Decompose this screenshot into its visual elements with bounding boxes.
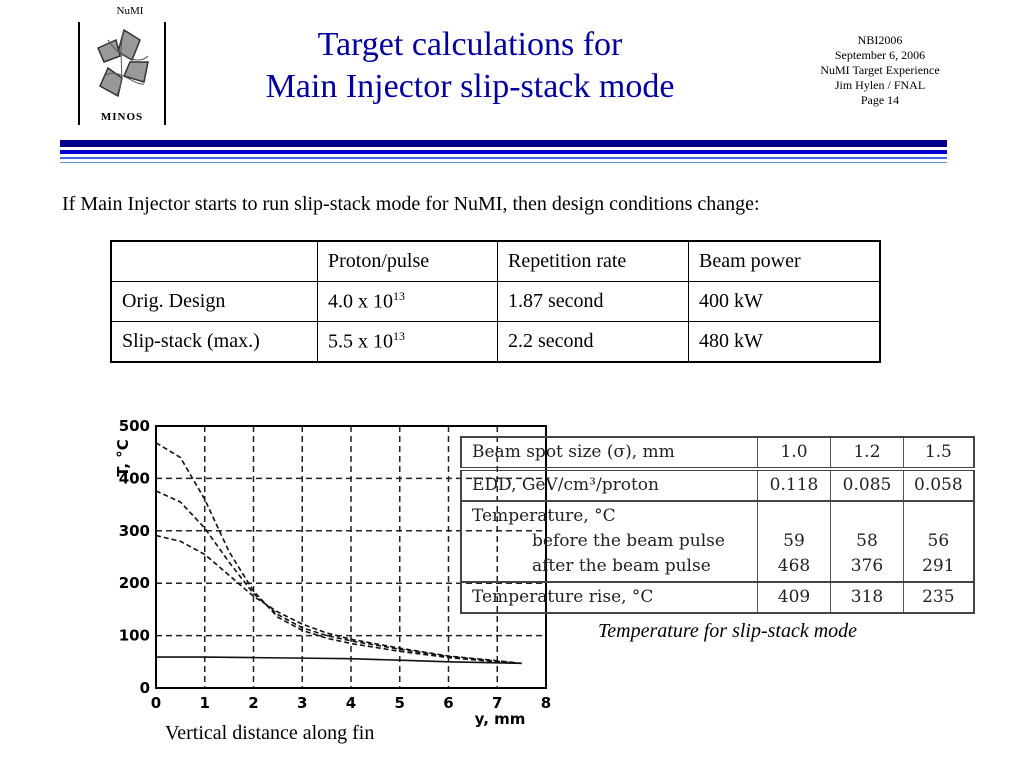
power-cell: 480 kW [689, 322, 881, 363]
x-axis-label: y, mm [474, 710, 526, 728]
temperature-header: Temperature, °C [472, 506, 616, 526]
temperature-block [461, 501, 758, 582]
rate-cell: 1.87 second [498, 282, 689, 322]
title-line-2: Main Injector slip-stack mode [265, 68, 675, 105]
table-row [461, 582, 974, 613]
conditions-table [110, 240, 881, 363]
protons-cell [318, 282, 498, 322]
header-cell-empty [111, 241, 318, 282]
table-row [111, 282, 880, 322]
meta-conference: NBI2006 [857, 33, 903, 47]
x-tick-label: 0 [150, 694, 162, 712]
y-tick-label: 100 [118, 626, 150, 645]
before-label: before the beam pulse [532, 531, 725, 551]
y-tick-label: 500 [118, 417, 150, 435]
rise-value: 409 [758, 582, 831, 613]
protons-base: 5.5 x 10 [328, 330, 393, 353]
after-label: after the beam pulse [532, 556, 711, 576]
x-tick-label: 5 [394, 694, 405, 712]
row-label: Slip-stack (max.) [111, 322, 318, 363]
edd-value: 0.085 [831, 469, 904, 501]
y-tick-label: 200 [118, 574, 150, 593]
meta-talk-title: NuMI Target Experience [820, 63, 940, 77]
protons-base: 4.0 x 10 [328, 290, 393, 313]
header-cell-protons: Proton/pulse [318, 241, 498, 282]
protons-exponent: 13 [393, 329, 405, 344]
x-tick-label: 8 [540, 694, 552, 712]
y-tick-label: 300 [118, 521, 150, 540]
row-label: Orig. Design [111, 282, 318, 322]
results-table [460, 436, 975, 614]
meta-page: Page 14 [860, 93, 900, 107]
y-tick-label: 0 [139, 679, 150, 697]
meta-author: Jim Hylen / FNAL [834, 78, 926, 92]
rise-value: 235 [904, 582, 974, 613]
title-line-1: Target calculations for [317, 26, 623, 63]
after-value: 291 [922, 556, 955, 576]
rule-hairline [60, 162, 947, 163]
rate-cell: 2.2 second [498, 322, 689, 363]
rise-label: Temperature rise, °C [461, 582, 758, 613]
meta-date: September 6, 2006 [834, 48, 926, 62]
table-header-row [111, 241, 880, 282]
page-title [190, 24, 750, 108]
header-cell-rate: Repetition rate [498, 241, 689, 282]
after-value: 376 [850, 556, 884, 576]
results-col-label: Beam spot size (σ), mm [472, 442, 675, 462]
x-tick-label: 7 [492, 694, 503, 712]
after-value: 468 [777, 556, 811, 576]
minos-emblem-icon [88, 26, 160, 104]
protons-cell [318, 322, 498, 363]
protons-exponent: 13 [393, 289, 405, 304]
table-row [461, 469, 974, 501]
table-row [461, 501, 974, 582]
intro-text: If Main Injector starts to run slip-stack mode for NuMI, then design conditions change: [62, 193, 760, 215]
logo-org-label: NuMI [116, 5, 144, 17]
results-col-2: 1.2 [831, 437, 904, 469]
edd-value: 0.118 [758, 469, 831, 501]
temperature-values-col-3 [904, 501, 974, 582]
rise-value: 318 [831, 582, 904, 613]
temperature-values-col-1 [758, 501, 831, 582]
results-col-1: 1.0 [758, 437, 831, 469]
minos-logo [78, 22, 166, 125]
minos-label: MINOS [100, 111, 144, 123]
edd-value: 0.058 [904, 469, 974, 501]
header-rules [60, 140, 947, 163]
header-cell-power: Beam power [689, 241, 881, 282]
x-tick-label: 1 [199, 694, 210, 712]
y-tick-label: 400 [118, 469, 150, 488]
plot-caption: Vertical distance along fin [165, 722, 375, 744]
x-tick-label: 6 [443, 694, 454, 712]
edd-label: EDD, GeV/cm³/proton [461, 469, 758, 501]
before-value: 58 [856, 531, 878, 551]
rule-thick [60, 140, 947, 147]
power-cell: 400 kW [689, 282, 881, 322]
x-tick-label: 3 [297, 694, 308, 712]
before-value: 56 [927, 531, 950, 551]
results-col-3: 1.5 [904, 437, 974, 469]
y-axis-label: T, °C [114, 439, 132, 477]
results-header-row [461, 437, 974, 469]
x-tick-label: 4 [345, 694, 357, 712]
table-row [111, 322, 880, 363]
x-tick-label: 2 [248, 694, 259, 712]
temperature-values-col-2 [831, 501, 904, 582]
results-caption: Temperature for slip-stack mode [598, 620, 858, 642]
slide-meta [790, 33, 970, 108]
before-value: 59 [783, 531, 805, 551]
